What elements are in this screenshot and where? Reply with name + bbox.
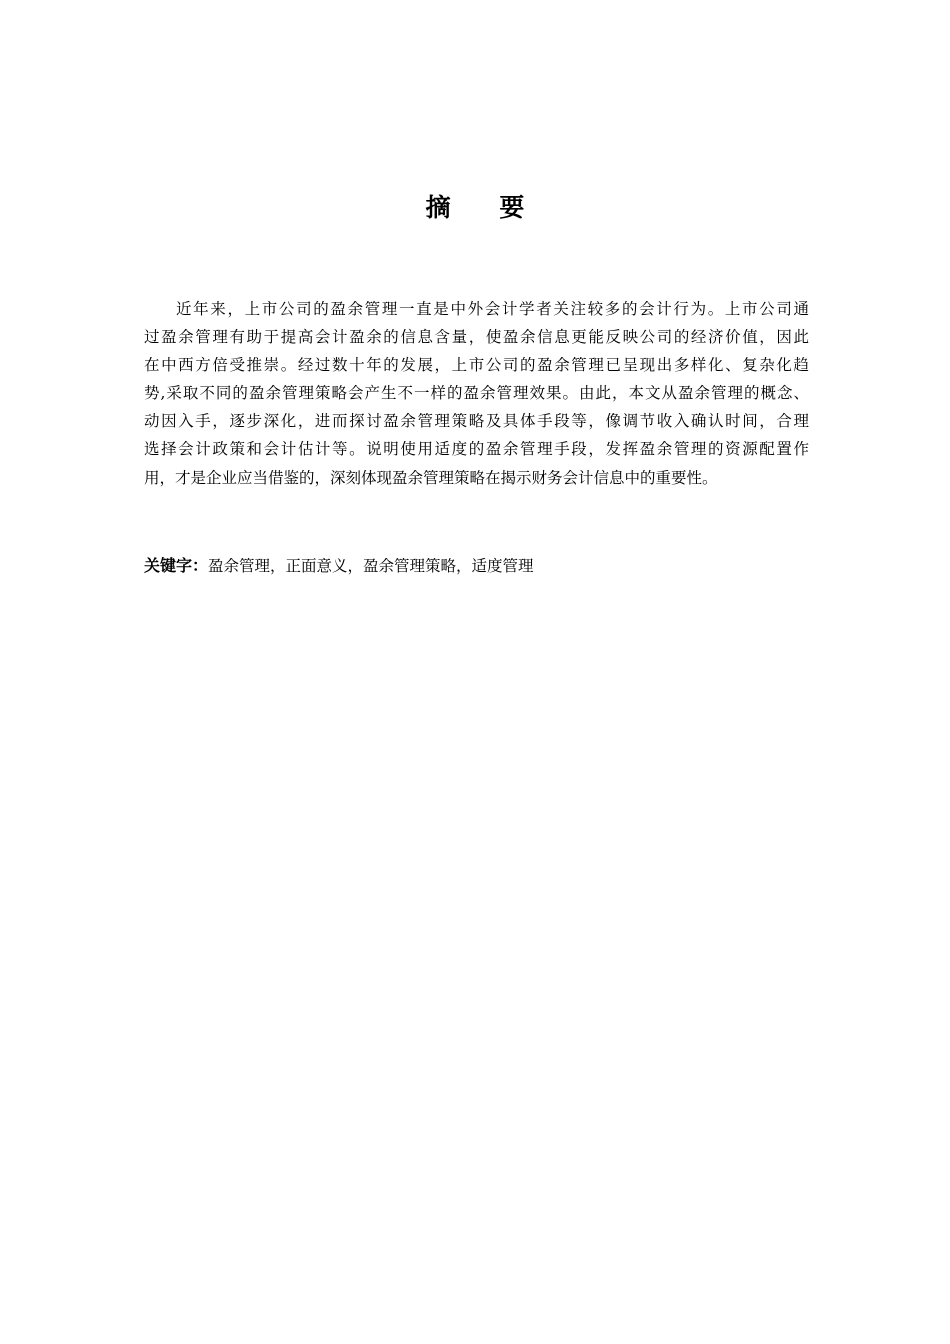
abstract-line: 势,采取不同的盈余管理策略会产生不一样的盈余管理效果。由此，本文从盈余管理的概念、 xyxy=(144,384,809,403)
abstract-line: 过盈余管理有助于提高会计盈余的信息含量，使盈余信息更能反映公司的经济价值，因此 xyxy=(144,328,809,347)
keywords-row xyxy=(144,553,809,579)
abstract-line: 用，才是企业应当借鉴的，深刻体现盈余管理策略在揭示财务会计信息中的重要性。 xyxy=(144,468,718,487)
page-title: 摘 要 xyxy=(425,193,545,222)
abstract-line: 近年来，上市公司的盈余管理一直是中外会计学者关注较多的会计行为。上市公司通 xyxy=(176,300,809,318)
abstract-line: 在中西方倍受推崇。经过数十年的发展，上市公司的盈余管理已呈现出多样化、复杂化趋 xyxy=(144,356,809,375)
abstract-line: 动因入手，逐步深化，进而探讨盈余管理策略及具体手段等，像调节收入确认时间，合理 xyxy=(144,412,809,431)
abstract-body xyxy=(144,295,809,492)
abstract-line: 选择会计政策和会计估计等。说明使用适度的盈余管理手段，发挥盈余管理的资源配置作 xyxy=(144,440,809,459)
keywords-label: 关键字： xyxy=(144,556,209,575)
keywords-value: 盈余管理，正面意义，盈余管理策略，适度管理 xyxy=(208,557,534,575)
